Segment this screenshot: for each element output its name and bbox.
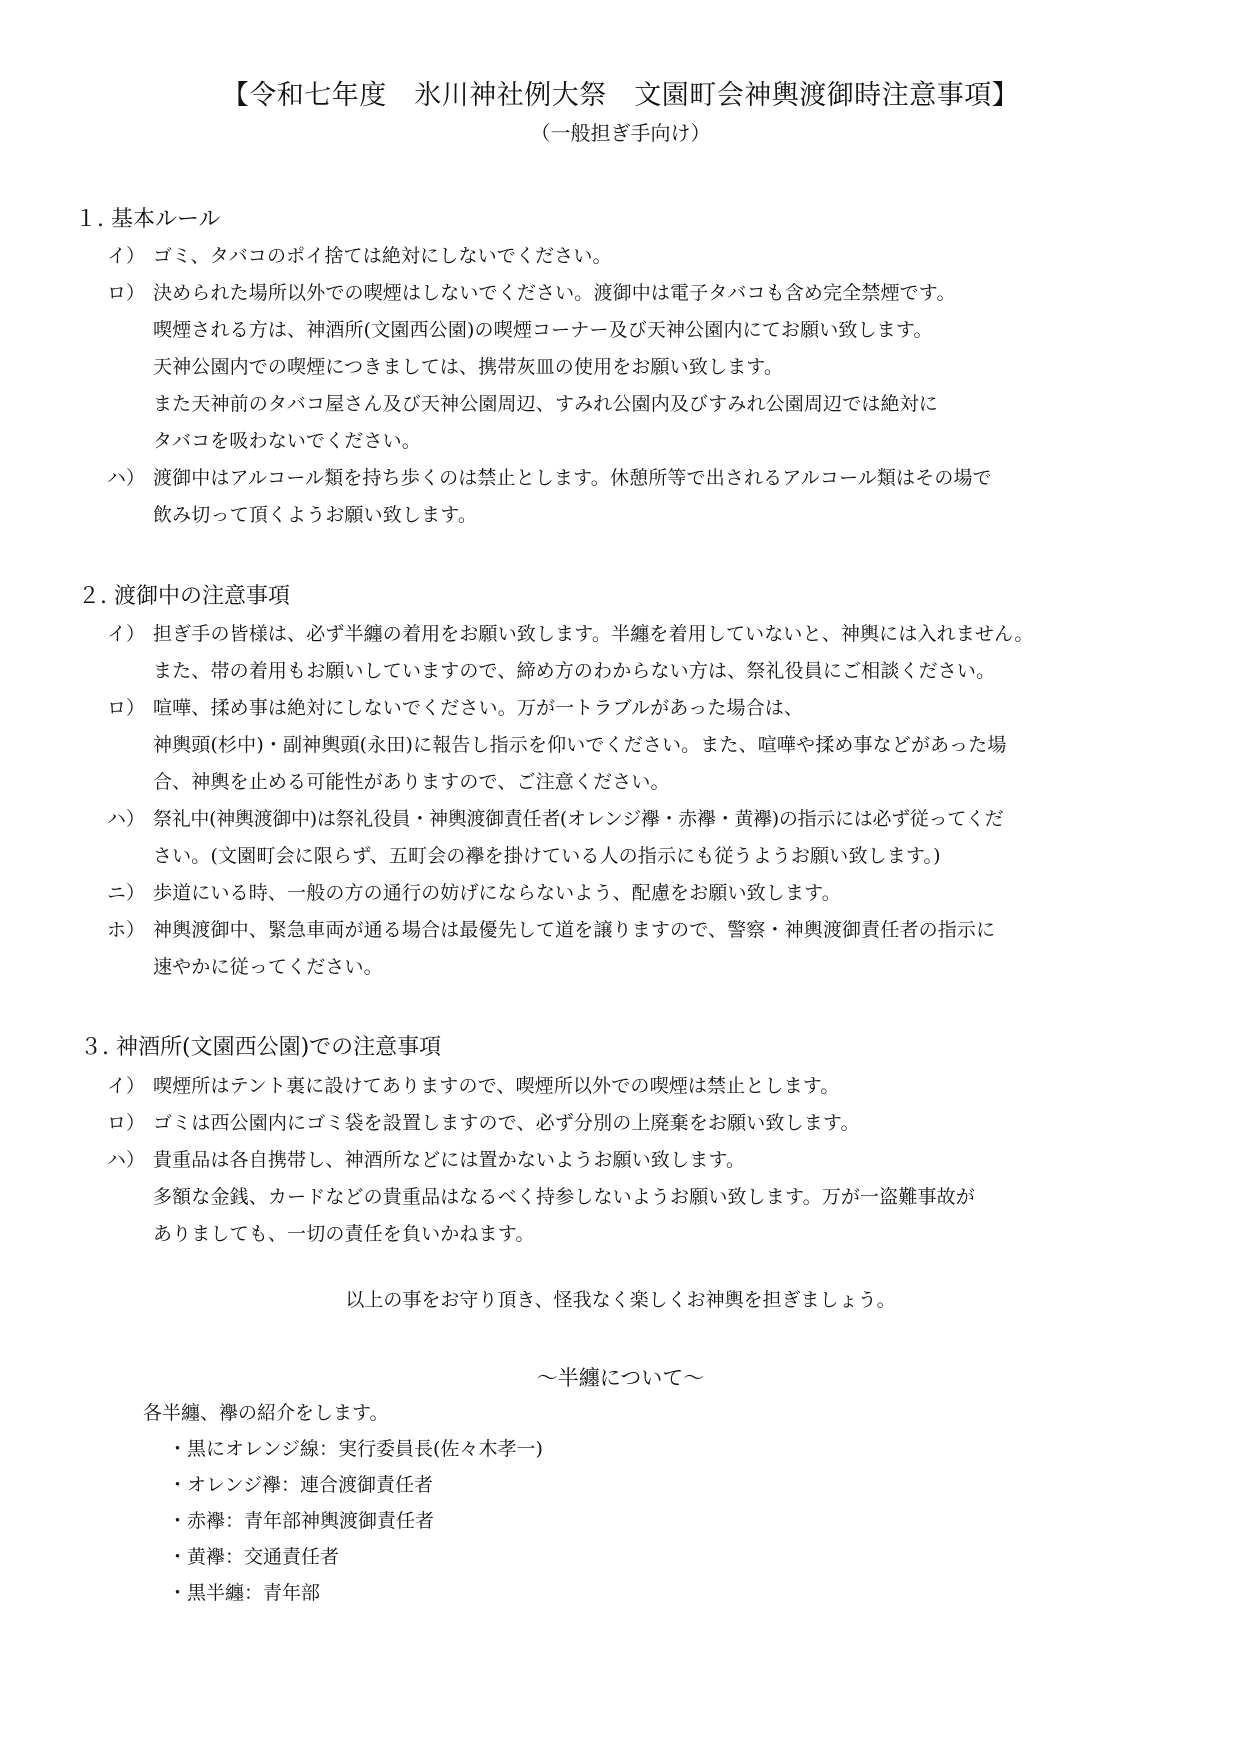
item-mark: ハ） xyxy=(107,1149,146,1171)
item-text: また天神前のタバコ屋さん及び天神公園周辺、すみれ公園内及びすみれ公園周辺では絶対に xyxy=(153,393,938,415)
item-mark: イ） xyxy=(107,623,146,645)
item-text: 喧嘩、揉め事は絶対にしないでください。万が一トラブルがあった場合は、 xyxy=(153,697,804,719)
item-text: ゴミは西公園内にゴミ袋を設置しますので、必ず分別の上廃棄をお願い致します。 xyxy=(153,1112,860,1134)
item-text: 決められた場所以外での喫煙はしないでください。渡御中は電子タバコも含め完全禁煙です。 xyxy=(153,282,956,304)
item-text: 速やかに従ってください。 xyxy=(153,956,383,978)
item-mark: ロ） xyxy=(107,697,146,719)
item-mark: イ） xyxy=(107,245,146,267)
item-text: 渡御中はアルコール類を持ち歩くのは禁止とします。休憩所等で出されるアルコール類はその場で xyxy=(153,467,992,489)
item-text: 飲み切って頂くようお願い致します。 xyxy=(153,504,478,526)
item-mark: ハ） xyxy=(107,808,146,830)
document-title: 【令和七年度 氷川神社例大祭 文園町会神輿渡御時注意事項】 xyxy=(221,80,1020,111)
happi-list-item: ・オレンジ襷：連合渡御責任者 xyxy=(168,1474,434,1496)
document-subtitle: （一般担ぎ手向け） xyxy=(530,121,711,145)
happi-list-item: ・赤襷：青年部神輿渡御責任者 xyxy=(168,1510,435,1532)
happi-list-item: ・黒半纏：青年部 xyxy=(168,1582,321,1604)
happi-intro: 各半纏、襷の紹介をします。 xyxy=(143,1402,389,1424)
section-heading: ２. 渡御中の注意事項 xyxy=(78,584,290,609)
item-mark: ロ） xyxy=(107,1112,146,1134)
item-text: 歩道にいる時、一般の方の通行の妨げにならないよう、配慮をお願い致します。 xyxy=(153,882,841,904)
item-text: さい。(文園町会に限らず、五町会の襷を掛けている人の指示にも従うようお願い致します。) xyxy=(153,845,941,867)
item-text: ありましても、一切の責任を負いかねます。 xyxy=(153,1223,535,1245)
item-text: 天神公園内での喫煙につきましては、携帯灰皿の使用をお願い致します。 xyxy=(153,356,784,378)
happi-list-item: ・黒にオレンジ線：実行委員長(佐々木孝一) xyxy=(168,1438,543,1460)
item-mark: イ） xyxy=(107,1075,146,1097)
item-text: 多額な金銭、カードなどの貴重品はなるべく持参しないようお願い致します。万が一盗難事故が xyxy=(153,1186,975,1208)
item-text: 神輿頭(杉中)・副神輿頭(永田)に報告し指示を仰いでください。また、喧嘩や揉め事などがあった場 xyxy=(153,734,1007,756)
item-text: また、帯の着用もお願いしていますので、締め方のわからない方は、祭礼役員にご相談ください。 xyxy=(153,660,996,682)
section-heading: ３. 神酒所(文園西公園)での注意事項 xyxy=(80,1035,442,1060)
item-text: 担ぎ手の皆様は、必ず半纏の着用をお願い致します。半纏を着用していないと、神輿には入れません。 xyxy=(153,623,1034,645)
item-text: 祭礼中(神輿渡御中)は祭礼役員・神輿渡御責任者(オレンジ襷・赤襷・黄襷)の指示には必ず従ってくだ xyxy=(153,808,1004,830)
item-text: ゴミ、タバコのポイ捨ては絶対にしないでください。 xyxy=(153,245,612,267)
item-text: タバコを吸わないでください。 xyxy=(153,430,421,452)
item-text: 合、神輿を止める可能性がありますので、ご注意ください。 xyxy=(153,771,670,793)
happi-list-item: ・黄襷：交通責任者 xyxy=(168,1546,340,1568)
happi-heading: ～半纏について～ xyxy=(536,1366,705,1390)
item-mark: ロ） xyxy=(107,282,146,304)
item-text: 喫煙所はテント裏に設けてありますので、喫煙所以外での喫煙は禁止とします。 xyxy=(153,1075,840,1097)
item-text: 神輿渡御中、緊急車両が通る場合は最優先して道を譲りますので、警察・神輿渡御責任者の指示に xyxy=(153,919,996,941)
item-text: 喫煙される方は、神酒所(文園西公園)の喫煙コーナー及び天神公園内にてお願い致します。 xyxy=(153,319,933,341)
item-text: 貴重品は各自携帯し、神酒所などには置かないようお願い致します。 xyxy=(153,1149,746,1171)
closing-message: 以上の事をお守り頂き、怪我なく楽しくお神輿を担ぎましょう。 xyxy=(345,1289,896,1311)
item-mark: ハ） xyxy=(107,467,146,489)
item-mark: ニ） xyxy=(107,882,146,904)
section-heading: １. 基本ルール xyxy=(75,207,221,232)
item-mark: ホ） xyxy=(107,919,146,941)
